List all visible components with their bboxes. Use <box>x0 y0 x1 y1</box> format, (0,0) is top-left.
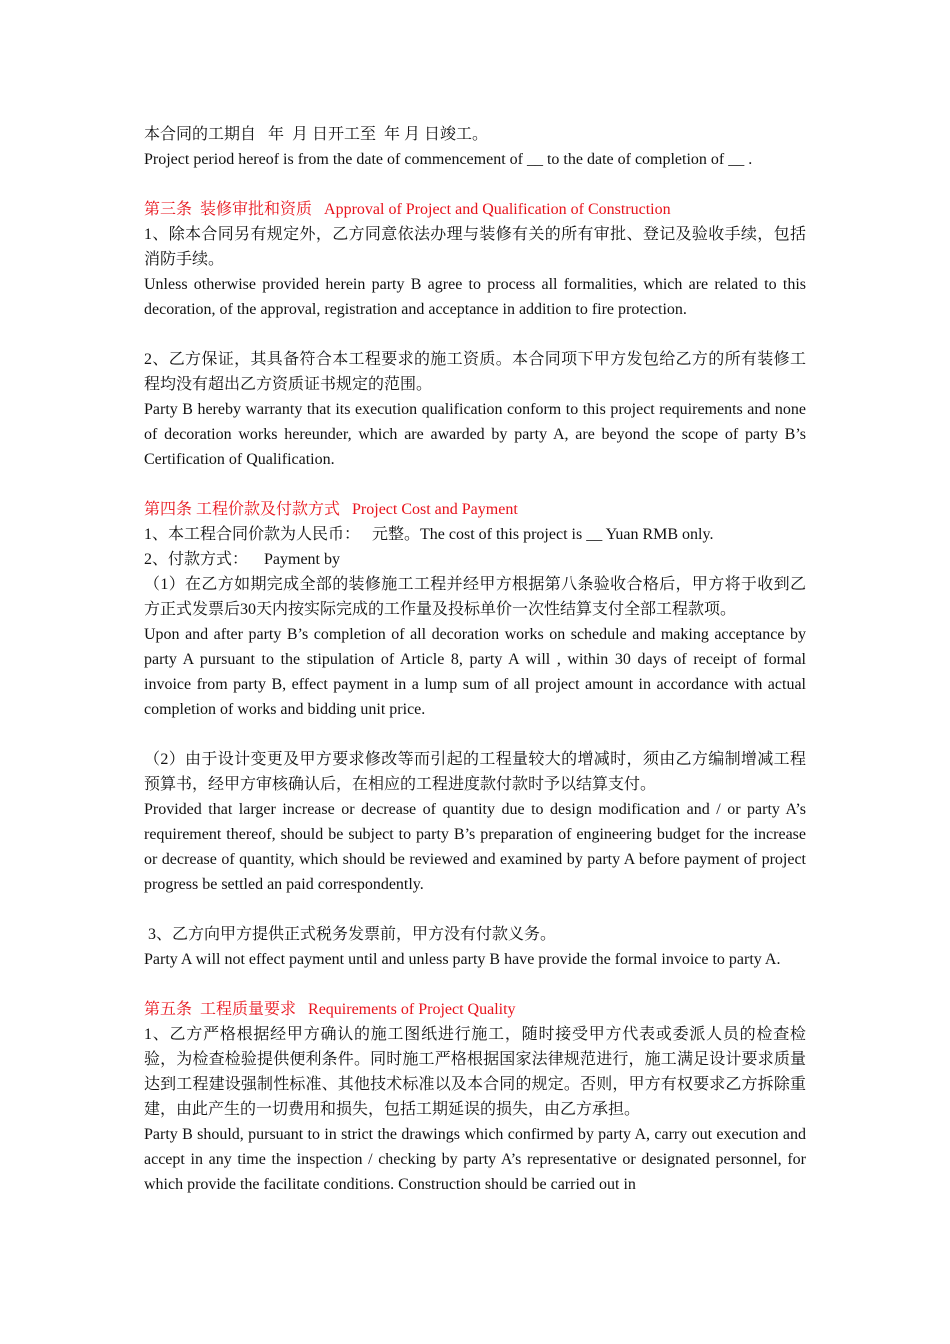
article4-heading <box>144 497 806 522</box>
article3-p1-en: Unless otherwise provided herein party B agree to process all formalities, which are related to this decoration, of the approval, registration and acceptance in addition to fire protection. <box>144 276 806 318</box>
article4-p2-1-en: Upon and after party B’s completion of all decoration works on schedule and making acceptance by party A pursuant to the stipulation of Article 8, party A will , within 30 days of receipt of formal invoice from party B, effect payment in a lump sum of all project amount in accordance with actual completion of works and bidding unit price. <box>144 626 806 718</box>
article5-heading <box>144 997 806 1022</box>
spacer <box>144 172 806 197</box>
contract-page <box>144 122 806 1197</box>
article5-heading-en: Requirements of Project Quality <box>308 1001 516 1018</box>
article3-heading <box>144 197 806 222</box>
article3-heading-cn: 第三条 装修审批和资质 <box>144 201 313 218</box>
spacer <box>144 972 806 997</box>
spacer <box>144 897 806 922</box>
article4-p1: 1、本工程合同价款为人民币： 元整。The cost of this project is __ Yuan RMB only. <box>144 526 714 543</box>
article3-p2-en: Party B hereby warranty that its execution qualification conform to this project requirements and none of decoration works hereunder, which are awarded by party A, are beyond the scope of party B’s Certification of Qualification. <box>144 401 806 468</box>
article3-heading-en: Approval of Project and Qualification of Construction <box>324 201 671 218</box>
article4-p3-en: Party A will not effect payment until and unless party B have provide the formal invoice to party A. <box>144 951 781 968</box>
article5-p1-en: Party B should, pursuant to in strict the drawings which confirmed by party A, carry out execution and accept in any time the inspection / checking by party A’s representative or designated personnel, for which provide the facilitate conditions. Construction should be carried out in <box>144 1126 806 1193</box>
period-en: Project period hereof is from the date of commencement of __ to the date of completion of __ . <box>144 151 753 168</box>
spacer <box>144 322 806 347</box>
article4-p2: 2、付款方式： Payment by <box>144 551 340 568</box>
article3-p2-cn: 2、乙方保证，其具备符合本工程要求的施工资质。本合同项下甲方发包给乙方的所有装修工程均没有超出乙方资质证书规定的范围。 <box>144 351 806 393</box>
article3-p1-cn: 1、除本合同另有规定外，乙方同意依法办理与装修有关的所有审批、登记及验收手续，包括消防手续。 <box>144 226 806 268</box>
article4-p3-cn: 3、乙方向甲方提供正式税务发票前，甲方没有付款义务。 <box>144 926 557 943</box>
article4-p2-2-en: Provided that larger increase or decrease of quantity due to design modification and / or party A’s requirement thereof, should be subject to party B’s preparation of engineering budget for the increase or decrease of quantity, which should be reviewed and examined by party A before payment of project progress be settled an paid correspondently. <box>144 801 806 893</box>
article4-heading-cn: 第四条 工程价款及付款方式 <box>144 501 341 518</box>
article4-p2-2-cn: （2）由于设计变更及甲方要求修改等而引起的工程量较大的增减时，须由乙方编制增减工程预算书，经甲方审核确认后，在相应的工程进度款付款时予以结算支付。 <box>144 751 806 793</box>
spacer <box>144 472 806 497</box>
article5-p1-cn: 1、乙方严格根据经甲方确认的施工图纸进行施工，随时接受甲方代表或委派人员的检查检验，为检查检验提供便利条件。同时施工严格根据国家法律规范进行，施工满足设计要求质量达到工程建设强制性标准、其他技术标准以及本合同的规定。否则，甲方有权要求乙方拆除重建，由此产生的一切费用和损失，包括工期延误的损失，由乙方承担。 <box>144 1026 806 1118</box>
article4-p2-1-cn: （1）在乙方如期完成全部的装修施工工程并经甲方根据第八条验收合格后，甲方将于收到乙方正式发票后30天内按实际完成的工作量及投标单价一次性结算支付全部工程款项。 <box>144 576 806 618</box>
spacer <box>144 722 806 747</box>
period-cn: 本合同的工期自 年 月 日开工至 年 月 日竣工。 <box>144 126 489 143</box>
article5-heading-cn: 第五条 工程质量要求 <box>144 1001 297 1018</box>
article4-heading-en: Project Cost and Payment <box>352 501 518 518</box>
